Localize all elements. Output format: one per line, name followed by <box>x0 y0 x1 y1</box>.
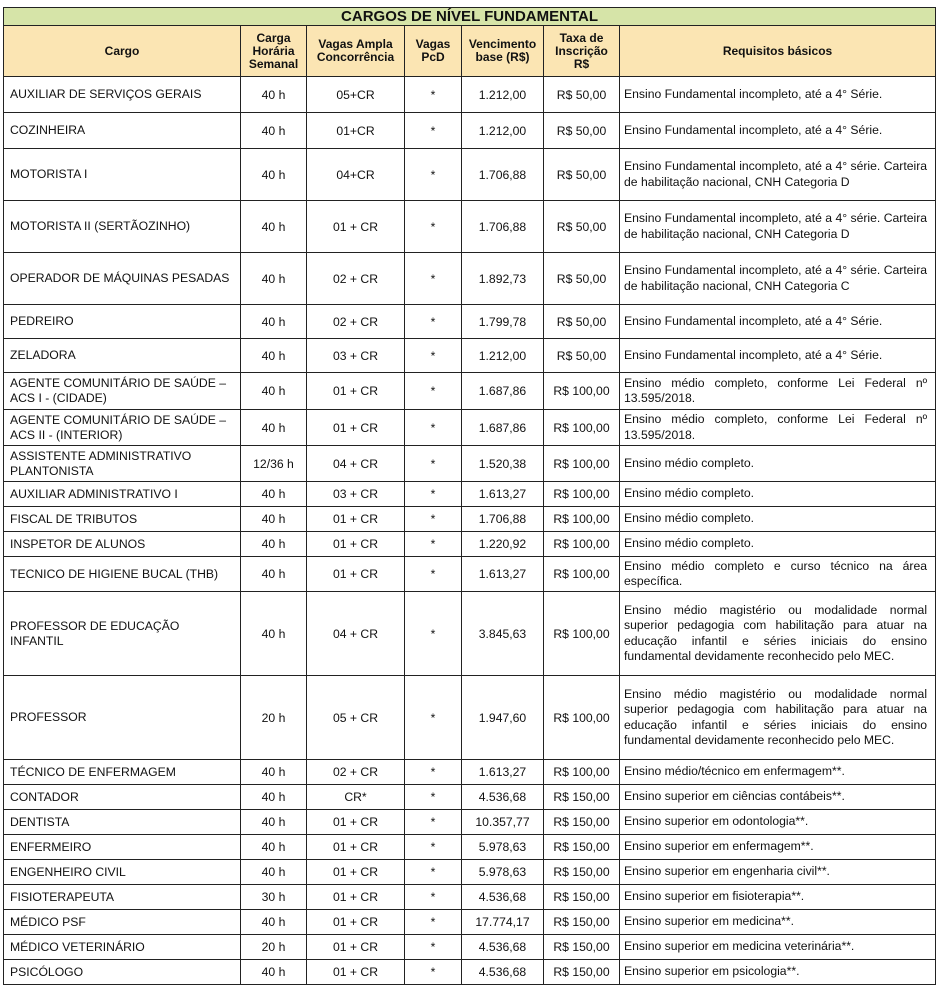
header-vagas-pcd: Vagas PcD <box>405 26 462 77</box>
cell-vagas-pcd: * <box>405 77 462 113</box>
cell-requisitos: Ensino superior em fisioterapia**. <box>620 885 936 910</box>
cell-cargo: PEDREIRO <box>4 305 241 339</box>
cell-vagas-ampla: 01 + CR <box>307 410 405 446</box>
cell-vagas-pcd: * <box>405 557 462 592</box>
cell-cargo: AGENTE COMUNITÁRIO DE SAÚDE – ACS II - (INTERIOR) <box>4 410 241 446</box>
cell-vencimento: 4.536,68 <box>462 785 544 810</box>
table-row <box>4 676 936 760</box>
cell-taxa: R$ 50,00 <box>544 201 620 253</box>
cell-vencimento: 1.613,27 <box>462 760 544 785</box>
cell-vagas-pcd: * <box>405 253 462 305</box>
cell-vagas-ampla: 03 + CR <box>307 339 405 373</box>
table-row <box>4 410 936 446</box>
cell-taxa: R$ 50,00 <box>544 149 620 201</box>
cell-vencimento: 1.706,88 <box>462 201 544 253</box>
cell-vagas-ampla: 04 + CR <box>307 446 405 482</box>
cell-cargo: TÉCNICO DE ENFERMAGEM <box>4 760 241 785</box>
cell-cargo: ASSISTENTE ADMINISTRATIVO PLANTONISTA <box>4 446 241 482</box>
cell-requisitos: Ensino médio completo e curso técnico na área específica. <box>620 557 936 592</box>
cell-vencimento: 1.687,86 <box>462 373 544 410</box>
cell-vagas-ampla: CR* <box>307 785 405 810</box>
cell-vagas-ampla: 01 + CR <box>307 860 405 885</box>
cell-requisitos: Ensino médio completo. <box>620 482 936 507</box>
cell-taxa: R$ 50,00 <box>544 77 620 113</box>
cell-taxa: R$ 150,00 <box>544 885 620 910</box>
cell-cargo: MOTORISTA II (SERTÃOZINHO) <box>4 201 241 253</box>
cell-carga: 40 h <box>241 532 307 557</box>
cell-vencimento: 1.947,60 <box>462 676 544 760</box>
cell-carga: 30 h <box>241 885 307 910</box>
table-row <box>4 446 936 482</box>
cell-cargo: CONTADOR <box>4 785 241 810</box>
cell-vagas-pcd: * <box>405 592 462 676</box>
cell-vagas-ampla: 01 + CR <box>307 373 405 410</box>
cell-vencimento: 1.212,00 <box>462 113 544 149</box>
cell-vagas-pcd: * <box>405 885 462 910</box>
cell-vagas-pcd: * <box>405 305 462 339</box>
cell-cargo: DENTISTA <box>4 810 241 835</box>
table-row <box>4 532 936 557</box>
cell-vagas-pcd: * <box>405 149 462 201</box>
cell-requisitos: Ensino Fundamental incompleto, até a 4° Série. <box>620 113 936 149</box>
cell-vagas-ampla: 01 + CR <box>307 810 405 835</box>
cell-taxa: R$ 150,00 <box>544 910 620 935</box>
table-row <box>4 835 936 860</box>
cell-taxa: R$ 100,00 <box>544 592 620 676</box>
cell-taxa: R$ 100,00 <box>544 507 620 532</box>
cell-vagas-ampla: 04+CR <box>307 149 405 201</box>
cell-requisitos: Ensino superior em psicologia**. <box>620 960 936 985</box>
cell-vagas-ampla: 01 + CR <box>307 557 405 592</box>
cell-carga: 40 h <box>241 253 307 305</box>
cell-taxa: R$ 100,00 <box>544 446 620 482</box>
cell-carga: 40 h <box>241 507 307 532</box>
cell-taxa: R$ 150,00 <box>544 835 620 860</box>
cell-vencimento: 1.799,78 <box>462 305 544 339</box>
cell-vencimento: 4.536,68 <box>462 960 544 985</box>
cell-vencimento: 1.613,27 <box>462 557 544 592</box>
cell-vagas-ampla: 03 + CR <box>307 482 405 507</box>
cell-vagas-pcd: * <box>405 410 462 446</box>
table-row <box>4 810 936 835</box>
cell-taxa: R$ 50,00 <box>544 253 620 305</box>
table-row <box>4 339 936 373</box>
cell-taxa: R$ 150,00 <box>544 935 620 960</box>
cell-cargo: OPERADOR DE MÁQUINAS PESADAS <box>4 253 241 305</box>
cell-requisitos: Ensino Fundamental incompleto, até a 4° Série. <box>620 77 936 113</box>
cell-vagas-pcd: * <box>405 960 462 985</box>
cell-vagas-pcd: * <box>405 507 462 532</box>
cell-vagas-ampla: 01 + CR <box>307 507 405 532</box>
header-requisitos: Requisitos básicos <box>620 26 936 77</box>
cell-requisitos: Ensino Fundamental incompleto, até a 4° série. Carteira de habilitação nacional, CNH Categoria D <box>620 149 936 201</box>
cell-taxa: R$ 50,00 <box>544 339 620 373</box>
cell-carga: 40 h <box>241 410 307 446</box>
cell-cargo: ENGENHEIRO CIVIL <box>4 860 241 885</box>
cell-requisitos: Ensino superior em medicina**. <box>620 910 936 935</box>
cell-taxa: R$ 100,00 <box>544 557 620 592</box>
cell-vagas-pcd: * <box>405 935 462 960</box>
cell-vagas-pcd: * <box>405 339 462 373</box>
cell-vencimento: 1.212,00 <box>462 77 544 113</box>
cell-vencimento: 1.613,27 <box>462 482 544 507</box>
cell-vagas-ampla: 02 + CR <box>307 760 405 785</box>
header-row <box>4 26 936 77</box>
cell-cargo: TECNICO DE HIGIENE BUCAL (THB) <box>4 557 241 592</box>
cell-carga: 40 h <box>241 860 307 885</box>
table-row <box>4 113 936 149</box>
table-row <box>4 592 936 676</box>
table-row <box>4 557 936 592</box>
positions-table <box>3 7 936 985</box>
cell-vagas-pcd: * <box>405 835 462 860</box>
cell-cargo: MOTORISTA I <box>4 149 241 201</box>
cell-requisitos: Ensino Fundamental incompleto, até a 4° série. Carteira de habilitação nacional, CNH Categoria C <box>620 253 936 305</box>
table-row <box>4 760 936 785</box>
cell-vagas-pcd: * <box>405 532 462 557</box>
cell-carga: 40 h <box>241 960 307 985</box>
cell-requisitos: Ensino médio/técnico em enfermagem**. <box>620 760 936 785</box>
cell-taxa: R$ 150,00 <box>544 785 620 810</box>
cell-vagas-ampla: 04 + CR <box>307 592 405 676</box>
cell-vencimento: 3.845,63 <box>462 592 544 676</box>
cell-taxa: R$ 100,00 <box>544 760 620 785</box>
cell-vagas-pcd: * <box>405 910 462 935</box>
cell-vencimento: 1.892,73 <box>462 253 544 305</box>
header-vagas-ampla: Vagas Ampla Concorrência <box>307 26 405 77</box>
cell-carga: 40 h <box>241 557 307 592</box>
cell-carga: 12/36 h <box>241 446 307 482</box>
cell-cargo: FISIOTERAPEUTA <box>4 885 241 910</box>
table-row <box>4 253 936 305</box>
cell-vagas-ampla: 01 + CR <box>307 201 405 253</box>
table-row <box>4 860 936 885</box>
cell-taxa: R$ 150,00 <box>544 860 620 885</box>
table-row <box>4 149 936 201</box>
cell-taxa: R$ 50,00 <box>544 305 620 339</box>
cell-vagas-ampla: 01 + CR <box>307 960 405 985</box>
cell-requisitos: Ensino superior em odontologia**. <box>620 810 936 835</box>
cell-vagas-pcd: * <box>405 676 462 760</box>
cell-vagas-ampla: 01 + CR <box>307 885 405 910</box>
cell-cargo: ZELADORA <box>4 339 241 373</box>
cell-cargo: PSICÓLOGO <box>4 960 241 985</box>
cell-carga: 40 h <box>241 760 307 785</box>
cell-requisitos: Ensino médio completo. <box>620 532 936 557</box>
header-carga-horaria: Carga Horária Semanal <box>241 26 307 77</box>
cell-requisitos: Ensino superior em enfermagem**. <box>620 835 936 860</box>
cell-carga: 40 h <box>241 201 307 253</box>
cell-requisitos: Ensino superior em ciências contábeis**. <box>620 785 936 810</box>
cell-requisitos: Ensino Fundamental incompleto, até a 4° Série. <box>620 305 936 339</box>
table-body <box>4 77 936 985</box>
cell-vencimento: 1.706,88 <box>462 507 544 532</box>
cell-vagas-ampla: 05+CR <box>307 77 405 113</box>
cell-vencimento: 17.774,17 <box>462 910 544 935</box>
cell-taxa: R$ 100,00 <box>544 532 620 557</box>
cell-cargo: MÉDICO VETERINÁRIO <box>4 935 241 960</box>
cell-vagas-ampla: 01+CR <box>307 113 405 149</box>
header-vencimento: Vencimento base (R$) <box>462 26 544 77</box>
cell-vagas-ampla: 01 + CR <box>307 835 405 860</box>
cell-taxa: R$ 150,00 <box>544 960 620 985</box>
table-row <box>4 201 936 253</box>
cell-cargo: PROFESSOR DE EDUCAÇÃO INFANTIL <box>4 592 241 676</box>
cell-carga: 40 h <box>241 373 307 410</box>
cell-vagas-ampla: 01 + CR <box>307 910 405 935</box>
cell-taxa: R$ 100,00 <box>544 373 620 410</box>
cell-carga: 40 h <box>241 785 307 810</box>
cell-requisitos: Ensino médio completo. <box>620 446 936 482</box>
cell-cargo: AUXILIAR ADMINISTRATIVO I <box>4 482 241 507</box>
cell-carga: 40 h <box>241 910 307 935</box>
cell-vencimento: 4.536,68 <box>462 935 544 960</box>
cell-carga: 40 h <box>241 835 307 860</box>
table-row <box>4 960 936 985</box>
cell-vagas-pcd: * <box>405 113 462 149</box>
cell-vagas-ampla: 01 + CR <box>307 532 405 557</box>
cell-vencimento: 10.357,77 <box>462 810 544 835</box>
cell-vencimento: 1.706,88 <box>462 149 544 201</box>
cell-taxa: R$ 100,00 <box>544 676 620 760</box>
cell-vagas-pcd: * <box>405 446 462 482</box>
cell-requisitos: Ensino Fundamental incompleto, até a 4° série. Carteira de habilitação nacional, CNH Categoria D <box>620 201 936 253</box>
cell-carga: 40 h <box>241 305 307 339</box>
cell-vencimento: 5.978,63 <box>462 835 544 860</box>
cell-cargo: AUXILIAR DE SERVIÇOS GERAIS <box>4 77 241 113</box>
cell-vagas-pcd: * <box>405 373 462 410</box>
cell-taxa: R$ 150,00 <box>544 810 620 835</box>
table-row <box>4 935 936 960</box>
cell-taxa: R$ 100,00 <box>544 410 620 446</box>
cell-requisitos: Ensino superior em medicina veterinária**. <box>620 935 936 960</box>
cell-requisitos: Ensino Fundamental incompleto, até a 4° Série. <box>620 339 936 373</box>
cell-cargo: PROFESSOR <box>4 676 241 760</box>
cell-carga: 40 h <box>241 113 307 149</box>
table-row <box>4 77 936 113</box>
cell-vencimento: 5.978,63 <box>462 860 544 885</box>
table-row <box>4 482 936 507</box>
cell-carga: 20 h <box>241 676 307 760</box>
cell-vagas-pcd: * <box>405 201 462 253</box>
cell-vagas-ampla: 05 + CR <box>307 676 405 760</box>
cell-cargo: AGENTE COMUNITÁRIO DE SAÚDE – ACS I - (CIDADE) <box>4 373 241 410</box>
cell-vencimento: 1.220,92 <box>462 532 544 557</box>
cell-vagas-pcd: * <box>405 860 462 885</box>
cell-cargo: FISCAL DE TRIBUTOS <box>4 507 241 532</box>
table-row <box>4 507 936 532</box>
table-row <box>4 305 936 339</box>
cell-vencimento: 1.520,38 <box>462 446 544 482</box>
cell-vencimento: 1.212,00 <box>462 339 544 373</box>
cell-cargo: MÉDICO PSF <box>4 910 241 935</box>
table-row <box>4 785 936 810</box>
cell-vagas-ampla: 02 + CR <box>307 253 405 305</box>
cell-cargo: COZINHEIRA <box>4 113 241 149</box>
cell-vagas-pcd: * <box>405 482 462 507</box>
cell-vencimento: 4.536,68 <box>462 885 544 910</box>
header-cargo: Cargo <box>4 26 241 77</box>
cell-taxa: R$ 50,00 <box>544 113 620 149</box>
cell-requisitos: Ensino médio completo, conforme Lei Federal nº 13.595/2018. <box>620 410 936 446</box>
cell-carga: 40 h <box>241 339 307 373</box>
cell-carga: 20 h <box>241 935 307 960</box>
cell-vagas-pcd: * <box>405 785 462 810</box>
table-row <box>4 910 936 935</box>
cell-carga: 40 h <box>241 149 307 201</box>
cell-requisitos: Ensino médio magistério ou modalidade normal superior pedagogia com habilitação para atuar na educação infantil e séries iniciais do ensino fundamental devidamente reconhecido pelo MEC. <box>620 676 936 760</box>
table-title: CARGOS DE NÍVEL FUNDAMENTAL <box>4 8 936 26</box>
cell-vagas-pcd: * <box>405 810 462 835</box>
cell-carga: 40 h <box>241 810 307 835</box>
table-row <box>4 885 936 910</box>
cell-requisitos: Ensino médio completo, conforme Lei Federal nº 13.595/2018. <box>620 373 936 410</box>
header-taxa: Taxa de Inscrição R$ <box>544 26 620 77</box>
cell-vagas-ampla: 02 + CR <box>307 305 405 339</box>
cell-carga: 40 h <box>241 77 307 113</box>
cell-requisitos: Ensino superior em engenharia civil**. <box>620 860 936 885</box>
cell-carga: 40 h <box>241 482 307 507</box>
cell-vagas-ampla: 01 + CR <box>307 935 405 960</box>
table-row <box>4 373 936 410</box>
cell-taxa: R$ 100,00 <box>544 482 620 507</box>
cell-requisitos: Ensino médio magistério ou modalidade normal superior pedagogia com habilitação para atuar na educação infantil e séries iniciais do ensino fundamental devidamente reconhecido pelo MEC. <box>620 592 936 676</box>
cell-vagas-pcd: * <box>405 760 462 785</box>
cell-requisitos: Ensino médio completo. <box>620 507 936 532</box>
cell-vencimento: 1.687,86 <box>462 410 544 446</box>
cell-carga: 40 h <box>241 592 307 676</box>
cell-cargo: ENFERMEIRO <box>4 835 241 860</box>
table-wrapper <box>3 7 935 985</box>
cell-cargo: INSPETOR DE ALUNOS <box>4 532 241 557</box>
